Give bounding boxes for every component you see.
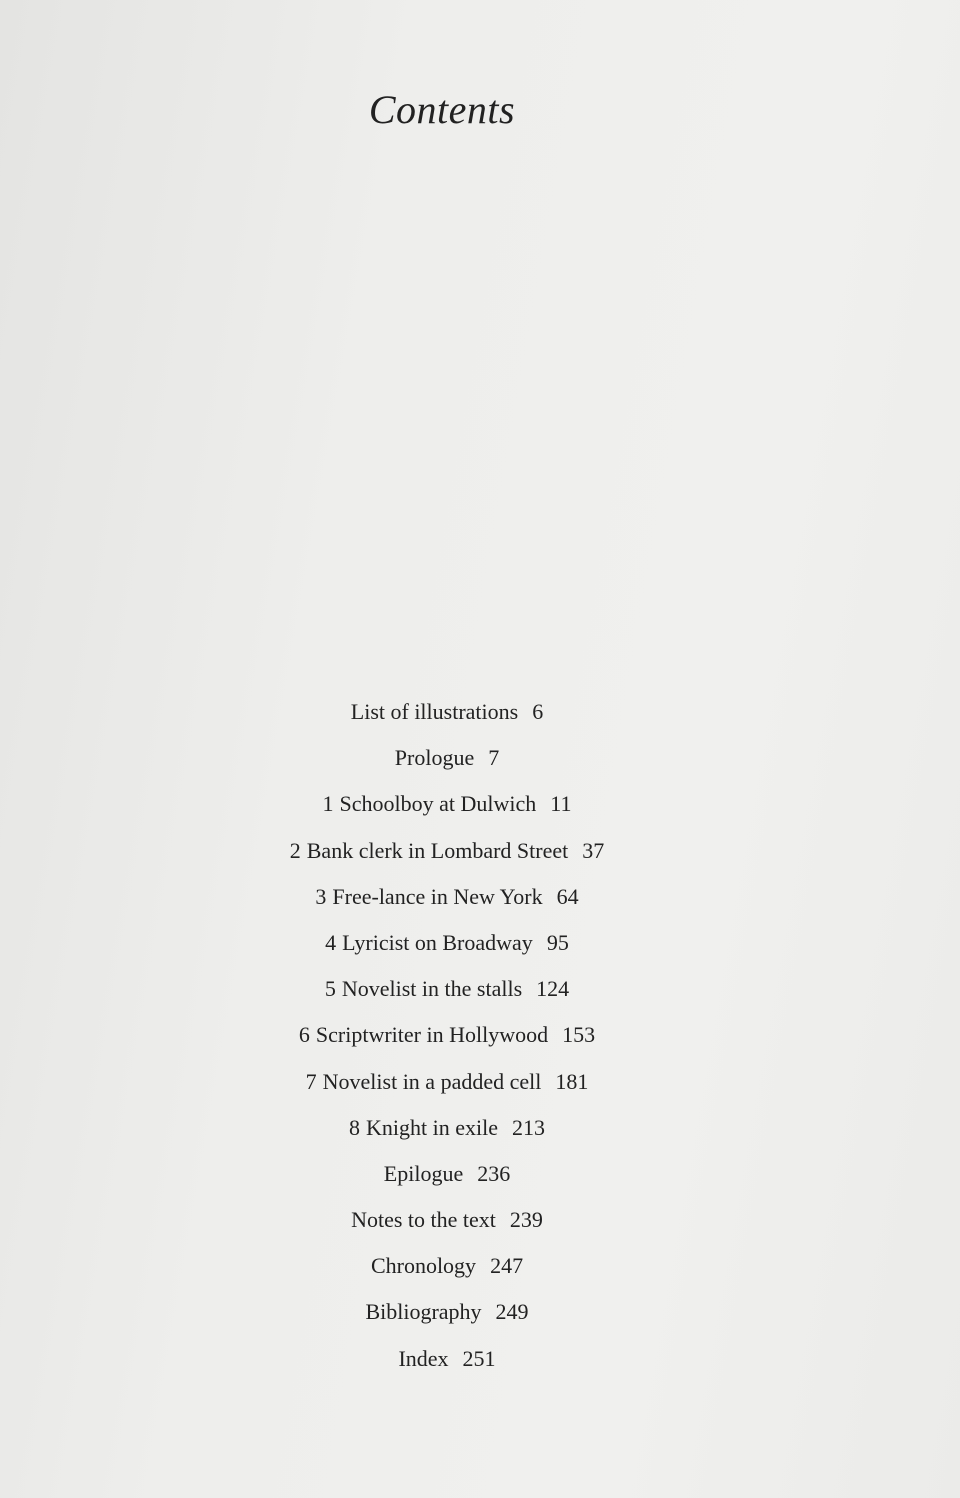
toc-entry-page: 6 xyxy=(532,699,544,724)
toc-entry xyxy=(0,1015,894,1061)
toc-entry-page: 64 xyxy=(556,883,579,909)
toc-entry xyxy=(0,969,894,1015)
toc-entry-number: 6 xyxy=(298,1022,310,1048)
toc-entry-number: 2 xyxy=(289,837,301,863)
toc-entry-page: 7 xyxy=(488,745,500,771)
toc-entry-page: 124 xyxy=(536,976,570,1002)
toc-entry-number: 5 xyxy=(324,976,336,1002)
toc-entry-number: 1 xyxy=(322,791,334,817)
toc-entry-page: 251 xyxy=(462,1345,496,1371)
toc-entry-page: 249 xyxy=(495,1299,529,1325)
toc-entry-title: Prologue xyxy=(394,745,475,771)
toc-entry-title: Novelist in a padded cell xyxy=(322,1068,542,1094)
toc-entry xyxy=(0,1154,894,1200)
toc-entry xyxy=(0,1200,894,1246)
toc-entry-title: Lyricist on Broadway xyxy=(342,929,533,955)
toc-entry-number: 7 xyxy=(305,1068,317,1094)
toc-entry-page: 239 xyxy=(509,1207,543,1233)
toc-entry-page: 37 xyxy=(582,837,605,863)
toc-entry-title: Chronology xyxy=(370,1253,477,1279)
toc-entry-title: Bibliography xyxy=(365,1299,482,1325)
toc-entry-title: Knight in exile xyxy=(366,1114,498,1140)
page-title: Contents xyxy=(368,87,516,132)
toc-entry-number: 3 xyxy=(315,883,327,909)
toc-entry xyxy=(0,1339,894,1385)
toc-entry-page: 213 xyxy=(511,1114,545,1140)
toc-entry-page: 153 xyxy=(562,1022,596,1048)
toc-entry xyxy=(0,831,894,877)
toc-entry-title: Epilogue xyxy=(383,1160,464,1186)
table-of-contents xyxy=(0,692,894,1385)
toc-entry-page: 95 xyxy=(546,929,569,955)
toc-entry xyxy=(0,1292,894,1338)
toc-entry-title: Index xyxy=(398,1345,449,1371)
toc-entry xyxy=(0,877,894,923)
toc-entry xyxy=(0,692,894,738)
toc-entry-number: 8 xyxy=(349,1114,360,1140)
toc-entry-title: Novelist in the stalls xyxy=(341,976,523,1002)
toc-entry xyxy=(0,923,894,969)
toc-entry xyxy=(0,784,894,830)
toc-entry-page: 181 xyxy=(555,1068,589,1094)
toc-entry-title: Bank clerk in Lombard Street xyxy=(306,837,569,863)
toc-entry-title: Schoolboy at Dulwich xyxy=(339,791,537,817)
toc-entry xyxy=(0,1062,894,1108)
toc-entry-number: 4 xyxy=(325,929,337,955)
toc-entry-title: Notes to the text xyxy=(351,1207,496,1233)
toc-entry xyxy=(0,1108,894,1154)
toc-entry-page: 236 xyxy=(477,1160,511,1186)
toc-entry-title: Free-lance in New York xyxy=(332,883,543,909)
toc-entry-page: 247 xyxy=(490,1253,524,1279)
toc-entry-title: Scriptwriter in Hollywood xyxy=(315,1022,549,1048)
toc-entry-title: List of illustrations xyxy=(350,699,519,724)
toc-entry-page: 11 xyxy=(550,791,572,817)
toc-entry xyxy=(0,1246,894,1292)
toc-entry xyxy=(0,738,894,784)
